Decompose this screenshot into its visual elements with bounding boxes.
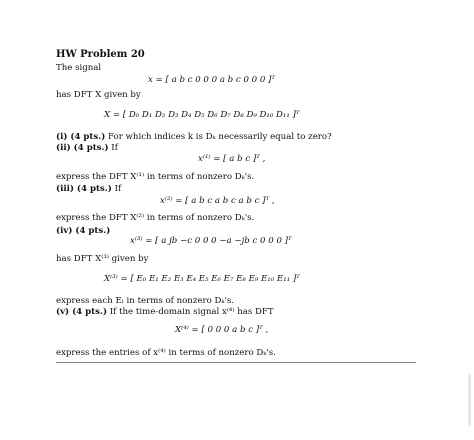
part-i-text: For which indices k is Dₖ necessarily equal to zero? [105,132,332,142]
part-ii-text: If [108,143,118,153]
equation-X4: X⁽⁴⁾ = [ 0 0 0 a b c ]ᵀ , [175,325,269,335]
equation-x3: x⁽³⁾ = [ a jb −c 0 0 0 −a −jb c 0 0 0 ]ᵀ [130,236,292,246]
part-iii-label: (iii) (4 pts.) [56,184,112,194]
part-iv-express: express each Eₗ in terms of nonzero Dₖ's. [56,296,234,306]
problem-title: HW Problem 20 [56,49,145,60]
equation-X: X = [ D₀ D₁ D₂ D₃ D₄ D₅ D₆ D₇ D₈ D₉ D₁₀ D₁₁ ]ᵀ [104,110,300,120]
signal-intro-text: The signal [56,63,102,73]
has-dft-text: has DFT X given by [56,90,141,100]
part-v-text: If the time-domain signal x⁽⁴⁾ has DFT [107,307,274,317]
horizontal-divider [56,362,416,363]
part-iii [56,184,121,195]
part-ii [56,143,118,154]
part-ii-express: express the DFT X⁽¹⁾ in terms of nonzero Dₖ's. [56,172,255,182]
part-iv-label: (iv) (4 pts.) [56,226,111,236]
part-iii-express: express the DFT X⁽²⁾ in terms of nonzero Dₖ's. [56,213,255,223]
part-iv-has-dft: has DFT X⁽³⁾ given by [56,254,149,264]
equation-x2: x⁽²⁾ = [ a b c a b c a b c ]ᵀ , [160,196,275,206]
equation-x1: x⁽¹⁾ = [ a b c ]ᵀ , [198,154,266,164]
part-v-label: (v) (4 pts.) [56,307,108,317]
part-ii-label: (ii) (4 pts.) [56,143,109,153]
part-i-label: (i) (4 pts.) [56,132,106,142]
part-v [56,307,274,318]
scrollbar[interactable] [468,374,471,426]
part-i [56,132,332,143]
equation-x: x = [ a b c 0 0 0 a b c 0 0 0 ]ᵀ [148,75,276,85]
part-v-express: express the entries of x⁽⁴⁾ in terms of nonzero Dₖ's. [56,348,276,358]
part-iii-text: If [111,184,122,194]
equation-X3: X⁽³⁾ = [ E₀ E₁ E₂ E₃ E₄ E₅ E₆ E₇ E₈ E₉ E₁₀ E₁₁ ]ᵀ [104,274,300,284]
